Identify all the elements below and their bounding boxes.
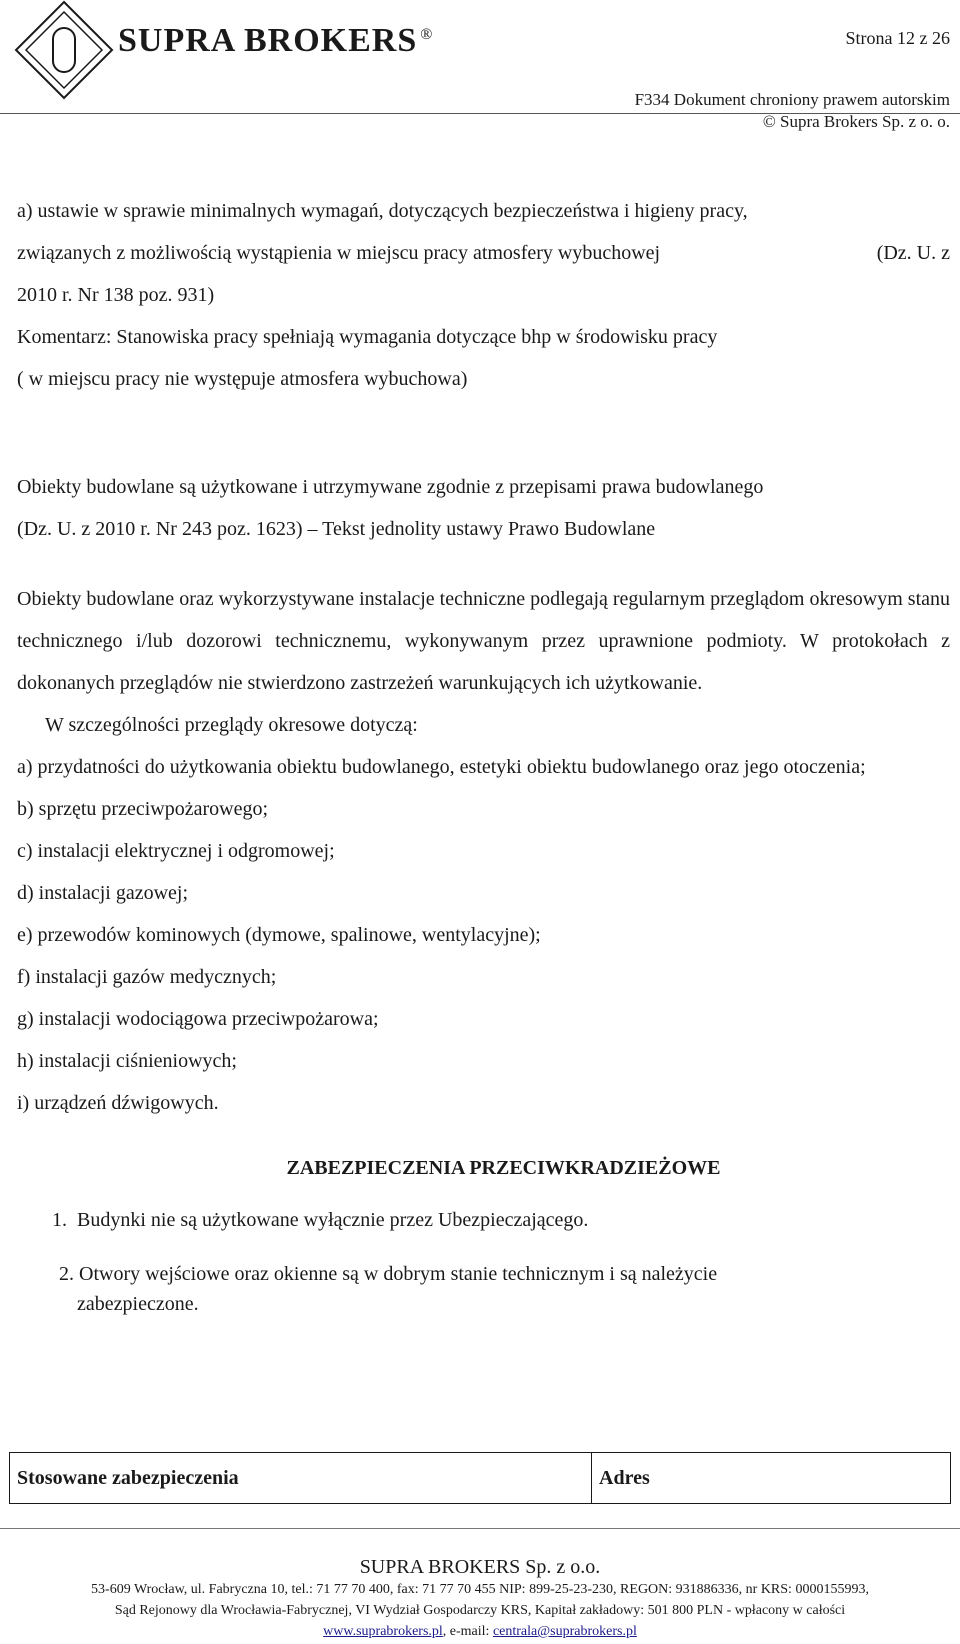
- header-divider: [0, 113, 960, 114]
- table-header-address: Adres: [599, 1467, 650, 1489]
- numbered-item-2-num: 2.: [59, 1263, 74, 1285]
- footer-company: SUPRA BROKERS Sp. z o.o.: [359, 1556, 601, 1578]
- item-a-line1: a) ustawie w sprawie minimalnych wymagań, dotyczących bezpieczeństwa i higieny pracy,: [17, 200, 748, 222]
- security-table: [9, 1452, 951, 1504]
- list-item-a: a) przydatności do użytkowania obiektu budowlanego, estetyki obiektu budowlanego oraz jego otoczenia;: [17, 756, 866, 778]
- item-a-line2-left: związanych z możliwością wystąpienia w miejscu pracy atmosfery wybuchowej: [17, 242, 661, 264]
- numbered-item-2-text-cont: zabezpieczone.: [77, 1293, 199, 1315]
- obiekty-paragraph-2: Obiekty budowlane oraz wykorzystywane instalacje techniczne podlegają regularnym przeglądom okresowym stanu technicznego i/lub dozorowi technicznemu, wykonywanym przez uprawnione podmioty. W protokołach z dokonanych przeglądów nie stwierdzono zastrzeżeń warunkujących ich użytkowanie.: [17, 588, 951, 694]
- supra-logo-icon: [14, 0, 114, 100]
- item-a-line2-right: (Dz. U. z: [876, 242, 950, 264]
- list-item-b: b) sprzętu przeciwpożarowego;: [17, 798, 268, 820]
- copyright-line: © Supra Brokers Sp. z o. o.: [762, 112, 950, 131]
- obiekty-paragraph-1-line1: Obiekty budowlane są użytkowane i utrzymywane zgodnie z przepisami prawa budowlanego: [17, 476, 764, 498]
- list-item-h: h) instalacji ciśnieniowych;: [17, 1050, 237, 1072]
- numbered-item-1-text: Budynki nie są użytkowane wyłącznie przez Ubezpieczającego.: [77, 1209, 589, 1231]
- list-item-e: e) przewodów kominowych (dymowe, spalinowe, wentylacyjne);: [17, 924, 541, 946]
- numbered-item-1: [17, 1205, 950, 1235]
- list-item-f: f) instalacji gazów medycznych;: [17, 966, 277, 988]
- footer-court: Sąd Rejonowy dla Wrocławia-Fabrycznej, VI Wydział Gospodarczy KRS, Kapitał zakładowy: 501 800 PLN - wpłacony w całości: [114, 1603, 846, 1618]
- numbered-item-1-num: 1.: [52, 1209, 67, 1231]
- registered-mark: ®: [420, 25, 434, 43]
- page-footer: [0, 1555, 960, 1642]
- page-number: Strona 12 z 26: [845, 28, 950, 48]
- brand-name: [118, 22, 433, 60]
- document-title: F334 Dokument chroniony prawem autorskim: [634, 90, 950, 109]
- table-header-security: Stosowane zabezpieczenia: [10, 1453, 592, 1503]
- list-item-i: i) urządzeń dźwigowych.: [17, 1092, 219, 1114]
- footer-contact: [0, 1621, 960, 1642]
- list-item-g: g) instalacji wodociągowa przeciwpożarowa;: [17, 1008, 379, 1030]
- komentarz-line2: ( w miejscu pracy nie występuje atmosfera wybuchowa): [17, 368, 468, 390]
- footer-divider: [0, 1528, 960, 1529]
- numbered-item-2-text: Otwory wejściowe oraz okienne są w dobrym stanie technicznym i są należycie: [79, 1263, 718, 1285]
- list-item-c: c) instalacji elektrycznej i odgromowej;: [17, 840, 335, 862]
- document-body: [17, 190, 950, 1319]
- numbered-item-2: [17, 1259, 950, 1319]
- item-a-line3: 2010 r. Nr 138 poz. 931): [17, 284, 215, 306]
- item-a-line2: [17, 232, 950, 274]
- list-item-d: d) instalacji gazowej;: [17, 882, 189, 904]
- szczegolnosci-intro: W szczególności przeglądy okresowe dotyczą:: [45, 714, 418, 736]
- footer-address: 53-609 Wrocław, ul. Fabryczna 10, tel.: 71 77 70 400, fax: 71 77 70 455 NIP: 899-25-23-230, REGON: 931886336, nr KRS: 0000155993,: [91, 1582, 869, 1597]
- section-heading: ZABEZPIECZENIA PRZECIWKRADZIEŻOWE: [286, 1157, 721, 1179]
- brand-text: SUPRA BROKERS: [118, 22, 418, 59]
- website-link[interactable]: www.suprabrokers.pl: [323, 1624, 443, 1639]
- email-link[interactable]: centrala@suprabrokers.pl: [492, 1624, 637, 1639]
- obiekty-paragraph-1-line2: (Dz. U. z 2010 r. Nr 243 poz. 1623) – Tekst jednolity ustawy Prawo Budowlane: [17, 518, 656, 540]
- komentarz-line1: Komentarz: Stanowiska pracy spełniają wymagania dotyczące bhp w środowisku pracy: [17, 326, 718, 348]
- email-prefix: , e-mail:: [442, 1624, 493, 1639]
- page-header: [0, 0, 960, 131]
